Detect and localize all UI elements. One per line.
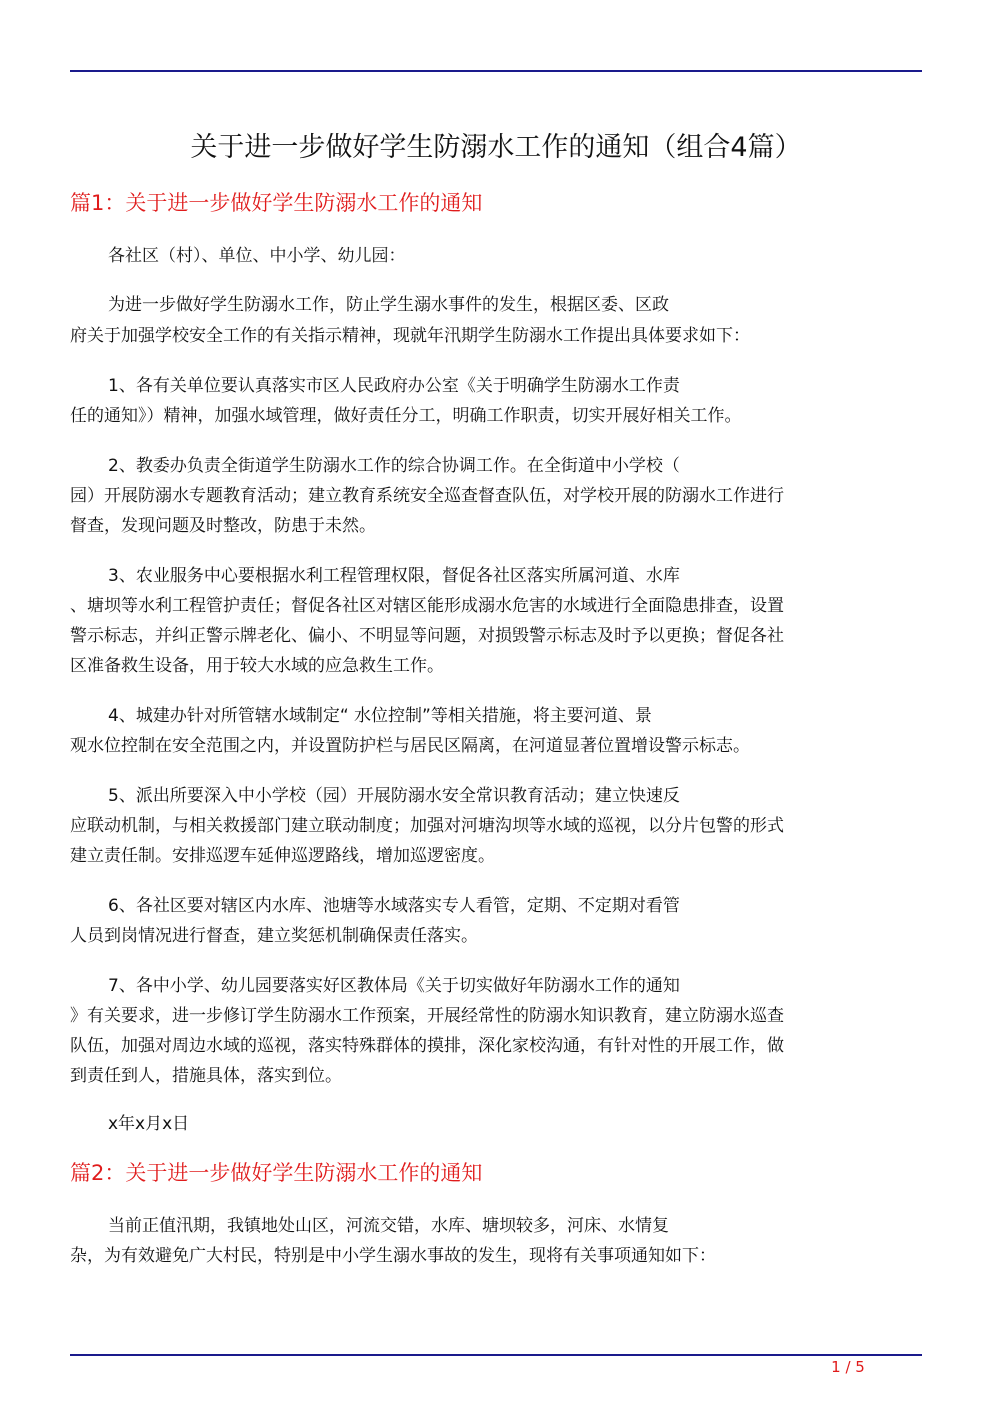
paragraph-line: 为进一步做好学生防溺水工作，防止学生溺水事件的发生，根据区委、区政 xyxy=(108,295,669,315)
paragraph-line: 区准备救生设备，用于较大水域的应急救生工作。 xyxy=(70,656,444,676)
paragraph-line: 园）开展防溺水专题教育活动；建立教育系统安全巡查督查队伍，对学校开展的防溺水工作进行 xyxy=(70,486,784,506)
paragraph-line: 1、各有关单位要认真落实市区人民政府办公室《关于明确学生防溺水工作责 xyxy=(108,376,680,396)
paragraph-line: 督查，发现问题及时整改，防患于未然。 xyxy=(70,516,376,536)
footer-rule xyxy=(70,1354,922,1356)
paragraph-line: 人员到岗情况进行督查，建立奖惩机制确保责任落实。 xyxy=(70,926,478,946)
document-title: 关于进一步做好学生防溺水工作的通知（组合4篇） xyxy=(190,132,802,163)
paragraph-line: 3、农业服务中心要根据水利工程管理权限，督促各社区落实所属河道、水库 xyxy=(108,566,680,586)
paragraph-line: 府关于加强学校安全工作的有关指示精神，现就年汛期学生防溺水工作提出具体要求如下： xyxy=(70,326,750,346)
paragraph-line: 5、派出所要深入中小学校（园）开展防溺水安全常识教育活动；建立快速反 xyxy=(108,786,680,806)
paragraph-line: 4、城建办针对所管辖水域制定“ 水位控制”等相关措施，将主要河道、景 xyxy=(108,706,652,726)
paragraph-line: 》有关要求，进一步修订学生防溺水工作预案，开展经常性的防溺水知识教育，建立防溺水巡查 xyxy=(70,1006,784,1026)
header-rule xyxy=(70,70,922,72)
paragraph-line: 队伍，加强对周边水域的巡视，落实特殊群体的摸排，深化家校沟通，有针对性的开展工作，做 xyxy=(70,1036,784,1056)
paragraph-line: 应联动机制，与相关救援部门建立联动制度；加强对河塘沟坝等水域的巡视，以分片包警的形式 xyxy=(70,816,784,836)
paragraph-line: 当前正值汛期，我镇地处山区，河流交错，水库、塘坝较多，河床、水情复 xyxy=(108,1216,669,1236)
paragraph-line: 观水位控制在安全范围之内，并设置防护栏与居民区隔离，在河道显著位置增设警示标志。 xyxy=(70,736,750,756)
paragraph-line: 2、教委办负责全街道学生防溺水工作的综合协调工作。在全街道中小学校（ xyxy=(108,456,680,476)
paragraph-line: 警示标志，并纠正警示牌老化、偏小、不明显等问题，对损毁警示标志及时予以更换；督促各社 xyxy=(70,626,784,646)
paragraph-line: 7、各中小学、幼儿园要落实好区教体局《关于切实做好年防溺水工作的通知 xyxy=(108,976,680,996)
paragraph-line: 建立责任制。安排巡逻车延伸巡逻路线，增加巡逻密度。 xyxy=(70,846,495,866)
paragraph-line: 任的通知》）精神，加强水域管理，做好责任分工，明确工作职责，切实开展好相关工作。 xyxy=(70,406,742,426)
page-number: 1 / 5 xyxy=(831,1358,865,1376)
paragraph-line: 、塘坝等水利工程管护责任；督促各社区对辖区能形成溺水危害的水域进行全面隐患排查，设置 xyxy=(70,596,784,616)
paragraph-line: 6、各社区要对辖区内水库、池塘等水域落实专人看管，定期、不定期对看管 xyxy=(108,896,680,916)
salutation: 各社区（村）、单位、中小学、幼儿园： xyxy=(108,246,406,266)
section-heading-2: 篇2：关于进一步做好学生防溺水工作的通知 xyxy=(70,1161,483,1185)
section-heading-1: 篇1：关于进一步做好学生防溺水工作的通知 xyxy=(70,191,483,215)
date-line: x年x月x日 xyxy=(108,1114,190,1134)
paragraph-line: 到责任到人，措施具体，落实到位。 xyxy=(70,1066,342,1086)
paragraph-line: 杂，为有效避免广大村民，特别是中小学生溺水事故的发生，现将有关事项通知如下： xyxy=(70,1246,716,1266)
